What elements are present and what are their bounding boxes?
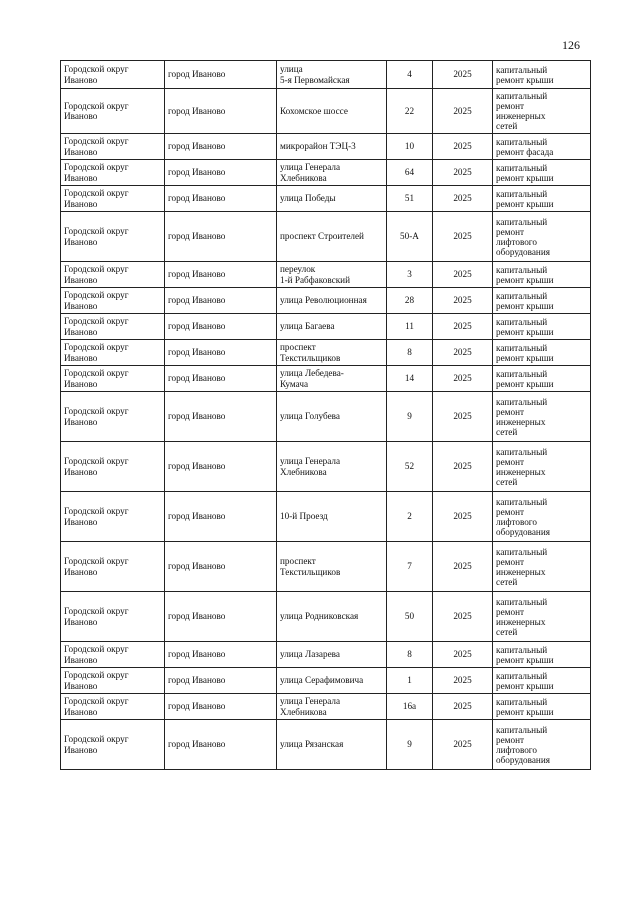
city-cell: город Иваново bbox=[165, 89, 277, 134]
house-number-cell: 22 bbox=[387, 89, 433, 134]
cell-line: Иваново bbox=[64, 326, 98, 337]
cell-line: ремонт крыши bbox=[496, 172, 554, 183]
street-cell bbox=[277, 492, 387, 542]
table-row bbox=[61, 668, 591, 694]
cell-line: переулок bbox=[280, 264, 316, 275]
cell-line: Городской округ bbox=[64, 506, 129, 517]
city-cell: город Иваново bbox=[165, 668, 277, 694]
district-cell bbox=[61, 442, 165, 492]
cell-line: капитальный bbox=[496, 368, 548, 379]
repair-schedule-table bbox=[60, 60, 591, 770]
city-cell: город Иваново bbox=[165, 160, 277, 186]
city-cell: город Иваново bbox=[165, 392, 277, 442]
cell-line: ремонт крыши bbox=[496, 74, 554, 85]
cell-line: капитальный bbox=[496, 316, 548, 327]
cell-line: ремонт крыши bbox=[496, 680, 554, 691]
cell-line: улица Рязанская bbox=[280, 739, 344, 750]
year-cell: 2025 bbox=[433, 160, 493, 186]
year-cell: 2025 bbox=[433, 442, 493, 492]
year-cell: 2025 bbox=[433, 262, 493, 288]
cell-line: Городской округ bbox=[64, 264, 129, 275]
district-cell bbox=[61, 542, 165, 592]
work-type-cell bbox=[493, 186, 591, 212]
cell-line: капитальный bbox=[496, 670, 548, 681]
cell-line: Городской округ bbox=[64, 696, 129, 707]
cell-line: инженерных bbox=[496, 616, 546, 627]
cell-line: Иваново bbox=[64, 516, 98, 527]
table-row bbox=[61, 542, 591, 592]
year-cell: 2025 bbox=[433, 592, 493, 642]
house-number-cell: 4 bbox=[387, 61, 433, 89]
cell-line: улица Родниковская bbox=[280, 611, 359, 622]
cell-line: Иваново bbox=[64, 236, 98, 247]
cell-line: капитальный bbox=[496, 290, 548, 301]
cell-line: капитальный bbox=[496, 342, 548, 353]
cell-line: капитальный bbox=[496, 546, 548, 557]
cell-line: капитальный bbox=[496, 264, 548, 275]
cell-line: Городской округ bbox=[64, 162, 129, 173]
cell-line: сетей bbox=[496, 476, 518, 487]
cell-line: улица bbox=[280, 64, 303, 75]
cell-line: проспект bbox=[280, 342, 316, 353]
work-type-cell bbox=[493, 89, 591, 134]
cell-line: Текстильщиков bbox=[280, 566, 341, 577]
district-cell bbox=[61, 492, 165, 542]
street-cell bbox=[277, 642, 387, 668]
house-number-cell: 10 bbox=[387, 134, 433, 160]
cell-line: капитальный bbox=[496, 162, 548, 173]
cell-line: ремонт bbox=[496, 734, 525, 745]
cell-line: Городской округ bbox=[64, 734, 129, 745]
table-row bbox=[61, 366, 591, 392]
city-cell: город Иваново bbox=[165, 314, 277, 340]
cell-line: сетей bbox=[496, 626, 518, 637]
table-row bbox=[61, 492, 591, 542]
cell-line: капитальный bbox=[496, 496, 548, 507]
table-row bbox=[61, 89, 591, 134]
cell-line: капитальный bbox=[496, 188, 548, 199]
city-cell: город Иваново bbox=[165, 592, 277, 642]
street-cell bbox=[277, 592, 387, 642]
cell-line: ремонт крыши bbox=[496, 198, 554, 209]
district-cell bbox=[61, 694, 165, 720]
cell-line: ремонт крыши bbox=[496, 654, 554, 665]
cell-line: Кохомское шоссе bbox=[280, 105, 348, 116]
house-number-cell: 8 bbox=[387, 642, 433, 668]
year-cell: 2025 bbox=[433, 134, 493, 160]
cell-line: проспект Строителей bbox=[280, 231, 364, 242]
table-row bbox=[61, 694, 591, 720]
cell-line: капитальный bbox=[496, 216, 548, 227]
cell-line: улица Серафимовича bbox=[280, 675, 364, 686]
district-cell bbox=[61, 314, 165, 340]
cell-line: капитальный bbox=[496, 596, 548, 607]
table-body bbox=[61, 61, 591, 770]
cell-line: Иваново bbox=[64, 74, 98, 85]
cell-line: оборудования bbox=[496, 526, 550, 537]
cell-line: оборудования bbox=[496, 754, 550, 765]
work-type-cell bbox=[493, 392, 591, 442]
work-type-cell bbox=[493, 212, 591, 262]
house-number-cell: 64 bbox=[387, 160, 433, 186]
street-cell bbox=[277, 340, 387, 366]
work-type-cell bbox=[493, 366, 591, 392]
cell-line: ремонт крыши bbox=[496, 352, 554, 363]
year-cell: 2025 bbox=[433, 542, 493, 592]
cell-line: ремонт крыши bbox=[496, 378, 554, 389]
year-cell: 2025 bbox=[433, 288, 493, 314]
cell-line: Иваново bbox=[64, 274, 98, 285]
house-number-cell: 16а bbox=[387, 694, 433, 720]
cell-line: ремонт крыши bbox=[496, 300, 554, 311]
table-row bbox=[61, 262, 591, 288]
district-cell bbox=[61, 642, 165, 668]
table-row bbox=[61, 160, 591, 186]
house-number-cell: 50-А bbox=[387, 212, 433, 262]
cell-line: Хлебникова bbox=[280, 466, 327, 477]
work-type-cell bbox=[493, 668, 591, 694]
cell-line: улица Голубева bbox=[280, 411, 340, 422]
street-cell bbox=[277, 89, 387, 134]
cell-line: лифтового bbox=[496, 516, 537, 527]
table-row bbox=[61, 392, 591, 442]
street-cell bbox=[277, 720, 387, 770]
table-row bbox=[61, 592, 591, 642]
cell-line: Городской округ bbox=[64, 342, 129, 353]
cell-line: Городской округ bbox=[64, 406, 129, 417]
cell-line: Городской округ bbox=[64, 188, 129, 199]
cell-line: улица Лазарева bbox=[280, 649, 340, 660]
city-cell: город Иваново bbox=[165, 262, 277, 288]
street-cell bbox=[277, 212, 387, 262]
cell-line: микрорайон ТЭЦ-3 bbox=[280, 141, 356, 152]
district-cell bbox=[61, 288, 165, 314]
year-cell: 2025 bbox=[433, 212, 493, 262]
house-number-cell: 9 bbox=[387, 720, 433, 770]
cell-line: Иваново bbox=[64, 616, 98, 627]
cell-line: оборудования bbox=[496, 246, 550, 257]
year-cell: 2025 bbox=[433, 186, 493, 212]
work-type-cell bbox=[493, 288, 591, 314]
cell-line: Городской округ bbox=[64, 368, 129, 379]
table-row bbox=[61, 134, 591, 160]
house-number-cell: 51 bbox=[387, 186, 433, 212]
cell-line: Иваново bbox=[64, 172, 98, 183]
city-cell: город Иваново bbox=[165, 212, 277, 262]
cell-line: Текстильщиков bbox=[280, 352, 341, 363]
cell-line: Иваново bbox=[64, 416, 98, 427]
cell-line: Иваново bbox=[64, 680, 98, 691]
work-type-cell bbox=[493, 694, 591, 720]
cell-line: Городской округ bbox=[64, 136, 129, 147]
cell-line: Иваново bbox=[64, 146, 98, 157]
cell-line: капитальный bbox=[496, 91, 548, 101]
cell-line: Городской округ bbox=[64, 670, 129, 681]
table-row bbox=[61, 720, 591, 770]
house-number-cell: 2 bbox=[387, 492, 433, 542]
work-type-cell bbox=[493, 642, 591, 668]
house-number-cell: 11 bbox=[387, 314, 433, 340]
table-row bbox=[61, 288, 591, 314]
district-cell bbox=[61, 89, 165, 134]
cell-line: Иваново bbox=[64, 300, 98, 311]
work-type-cell bbox=[493, 542, 591, 592]
district-cell bbox=[61, 61, 165, 89]
table-row bbox=[61, 340, 591, 366]
house-number-cell: 52 bbox=[387, 442, 433, 492]
house-number-cell: 14 bbox=[387, 366, 433, 392]
page-number: 126 bbox=[562, 38, 580, 52]
cell-line: сетей bbox=[496, 576, 518, 587]
cell-line: Иваново bbox=[64, 198, 98, 209]
cell-line: инженерных bbox=[496, 566, 546, 577]
city-cell: город Иваново bbox=[165, 492, 277, 542]
cell-line: ремонт bbox=[496, 456, 525, 467]
work-type-cell bbox=[493, 592, 591, 642]
city-cell: город Иваново bbox=[165, 366, 277, 392]
cell-line: Иваново bbox=[64, 111, 98, 121]
cell-line: сетей bbox=[496, 426, 518, 437]
table-row bbox=[61, 642, 591, 668]
cell-line: инженерных bbox=[496, 111, 546, 121]
district-cell bbox=[61, 592, 165, 642]
cell-line: Хлебникова bbox=[280, 172, 327, 183]
year-cell: 2025 bbox=[433, 314, 493, 340]
cell-line: ремонт крыши bbox=[496, 706, 554, 717]
cell-line: 1-й Рабфаковский bbox=[280, 274, 351, 285]
district-cell bbox=[61, 392, 165, 442]
street-cell bbox=[277, 392, 387, 442]
city-cell: город Иваново bbox=[165, 694, 277, 720]
work-type-cell bbox=[493, 442, 591, 492]
year-cell: 2025 bbox=[433, 642, 493, 668]
house-number-cell: 50 bbox=[387, 592, 433, 642]
cell-line: Городской округ bbox=[64, 226, 129, 237]
cell-line: улица Багаева bbox=[280, 321, 335, 332]
cell-line: улица Победы bbox=[280, 193, 336, 204]
cell-line: Иваново bbox=[64, 378, 98, 389]
cell-line: инженерных bbox=[496, 416, 546, 427]
street-cell bbox=[277, 314, 387, 340]
cell-line: улица Генерала bbox=[280, 456, 341, 467]
work-type-cell bbox=[493, 314, 591, 340]
cell-line: улица Генерала bbox=[280, 162, 341, 173]
street-cell bbox=[277, 694, 387, 720]
table-row bbox=[61, 61, 591, 89]
city-cell: город Иваново bbox=[165, 542, 277, 592]
cell-line: Городской округ bbox=[64, 556, 129, 567]
cell-line: капитальный bbox=[496, 64, 548, 75]
table-row bbox=[61, 186, 591, 212]
house-number-cell: 28 bbox=[387, 288, 433, 314]
cell-line: лифтового bbox=[496, 236, 537, 247]
year-cell: 2025 bbox=[433, 61, 493, 89]
cell-line: 5-я Первомайская bbox=[280, 74, 350, 85]
district-cell bbox=[61, 186, 165, 212]
city-cell: город Иваново bbox=[165, 288, 277, 314]
table-row bbox=[61, 314, 591, 340]
work-type-cell bbox=[493, 262, 591, 288]
cell-line: лифтового bbox=[496, 744, 537, 755]
city-cell: город Иваново bbox=[165, 61, 277, 89]
cell-line: Кумача bbox=[280, 378, 309, 389]
table-row bbox=[61, 442, 591, 492]
district-cell bbox=[61, 340, 165, 366]
street-cell bbox=[277, 160, 387, 186]
cell-line: капитальный bbox=[496, 136, 548, 147]
district-cell bbox=[61, 212, 165, 262]
house-number-cell: 7 bbox=[387, 542, 433, 592]
work-type-cell bbox=[493, 134, 591, 160]
street-cell bbox=[277, 134, 387, 160]
work-type-cell bbox=[493, 61, 591, 89]
cell-line: Городской округ bbox=[64, 644, 129, 655]
street-cell bbox=[277, 668, 387, 694]
cell-line: Городской округ bbox=[64, 100, 129, 111]
cell-line: капитальный bbox=[496, 644, 548, 655]
cell-line: ремонт bbox=[496, 406, 525, 417]
cell-line: улица Революционная bbox=[280, 295, 367, 306]
year-cell: 2025 bbox=[433, 694, 493, 720]
year-cell: 2025 bbox=[433, 392, 493, 442]
cell-line: Иваново bbox=[64, 706, 98, 717]
work-type-cell bbox=[493, 160, 591, 186]
street-cell bbox=[277, 61, 387, 89]
cell-line: Иваново bbox=[64, 744, 98, 755]
district-cell bbox=[61, 668, 165, 694]
cell-line: Городской округ bbox=[64, 606, 129, 617]
city-cell: город Иваново bbox=[165, 442, 277, 492]
year-cell: 2025 bbox=[433, 720, 493, 770]
cell-line: улица Лебедева- bbox=[280, 368, 344, 379]
work-type-cell bbox=[493, 340, 591, 366]
city-cell: город Иваново bbox=[165, 134, 277, 160]
year-cell: 2025 bbox=[433, 340, 493, 366]
year-cell: 2025 bbox=[433, 492, 493, 542]
cell-line: Городской округ bbox=[64, 290, 129, 301]
city-cell: город Иваново bbox=[165, 340, 277, 366]
work-type-cell bbox=[493, 492, 591, 542]
cell-line: ремонт bbox=[496, 226, 525, 237]
house-number-cell: 3 bbox=[387, 262, 433, 288]
district-cell bbox=[61, 366, 165, 392]
city-cell: город Иваново bbox=[165, 642, 277, 668]
cell-line: капитальный bbox=[496, 724, 548, 735]
cell-line: капитальный bbox=[496, 396, 548, 407]
cell-line: инженерных bbox=[496, 466, 546, 477]
cell-line: Иваново bbox=[64, 352, 98, 363]
city-cell: город Иваново bbox=[165, 720, 277, 770]
street-cell bbox=[277, 542, 387, 592]
cell-line: ремонт bbox=[496, 606, 525, 617]
work-type-cell bbox=[493, 720, 591, 770]
house-number-cell: 1 bbox=[387, 668, 433, 694]
street-cell bbox=[277, 262, 387, 288]
city-cell: город Иваново bbox=[165, 186, 277, 212]
cell-line: сетей bbox=[496, 121, 518, 131]
cell-line: Иваново bbox=[64, 466, 98, 477]
cell-line: капитальный bbox=[496, 446, 548, 457]
cell-line: Иваново bbox=[64, 654, 98, 665]
house-number-cell: 8 bbox=[387, 340, 433, 366]
cell-line: ремонт крыши bbox=[496, 274, 554, 285]
cell-line: проспект bbox=[280, 556, 316, 567]
table-row bbox=[61, 212, 591, 262]
cell-line: ремонт bbox=[496, 556, 525, 567]
year-cell: 2025 bbox=[433, 668, 493, 694]
district-cell bbox=[61, 262, 165, 288]
district-cell bbox=[61, 720, 165, 770]
cell-line: Городской округ bbox=[64, 316, 129, 327]
district-cell bbox=[61, 134, 165, 160]
cell-line: ремонт фасада bbox=[496, 146, 554, 157]
cell-line: Хлебникова bbox=[280, 706, 327, 717]
cell-line: капитальный bbox=[496, 696, 548, 707]
year-cell: 2025 bbox=[433, 366, 493, 392]
cell-line: ремонт крыши bbox=[496, 326, 554, 337]
cell-line: Иваново bbox=[64, 566, 98, 577]
cell-line: ремонт bbox=[496, 506, 525, 517]
street-cell bbox=[277, 366, 387, 392]
cell-line: улица Генерала bbox=[280, 696, 341, 707]
street-cell bbox=[277, 288, 387, 314]
street-cell bbox=[277, 186, 387, 212]
district-cell bbox=[61, 160, 165, 186]
cell-line: ремонт bbox=[496, 101, 525, 111]
cell-line: 10-й Проезд bbox=[280, 511, 328, 522]
cell-line: Городской округ bbox=[64, 64, 129, 75]
street-cell bbox=[277, 442, 387, 492]
house-number-cell: 9 bbox=[387, 392, 433, 442]
year-cell: 2025 bbox=[433, 89, 493, 134]
cell-line: Городской округ bbox=[64, 456, 129, 467]
